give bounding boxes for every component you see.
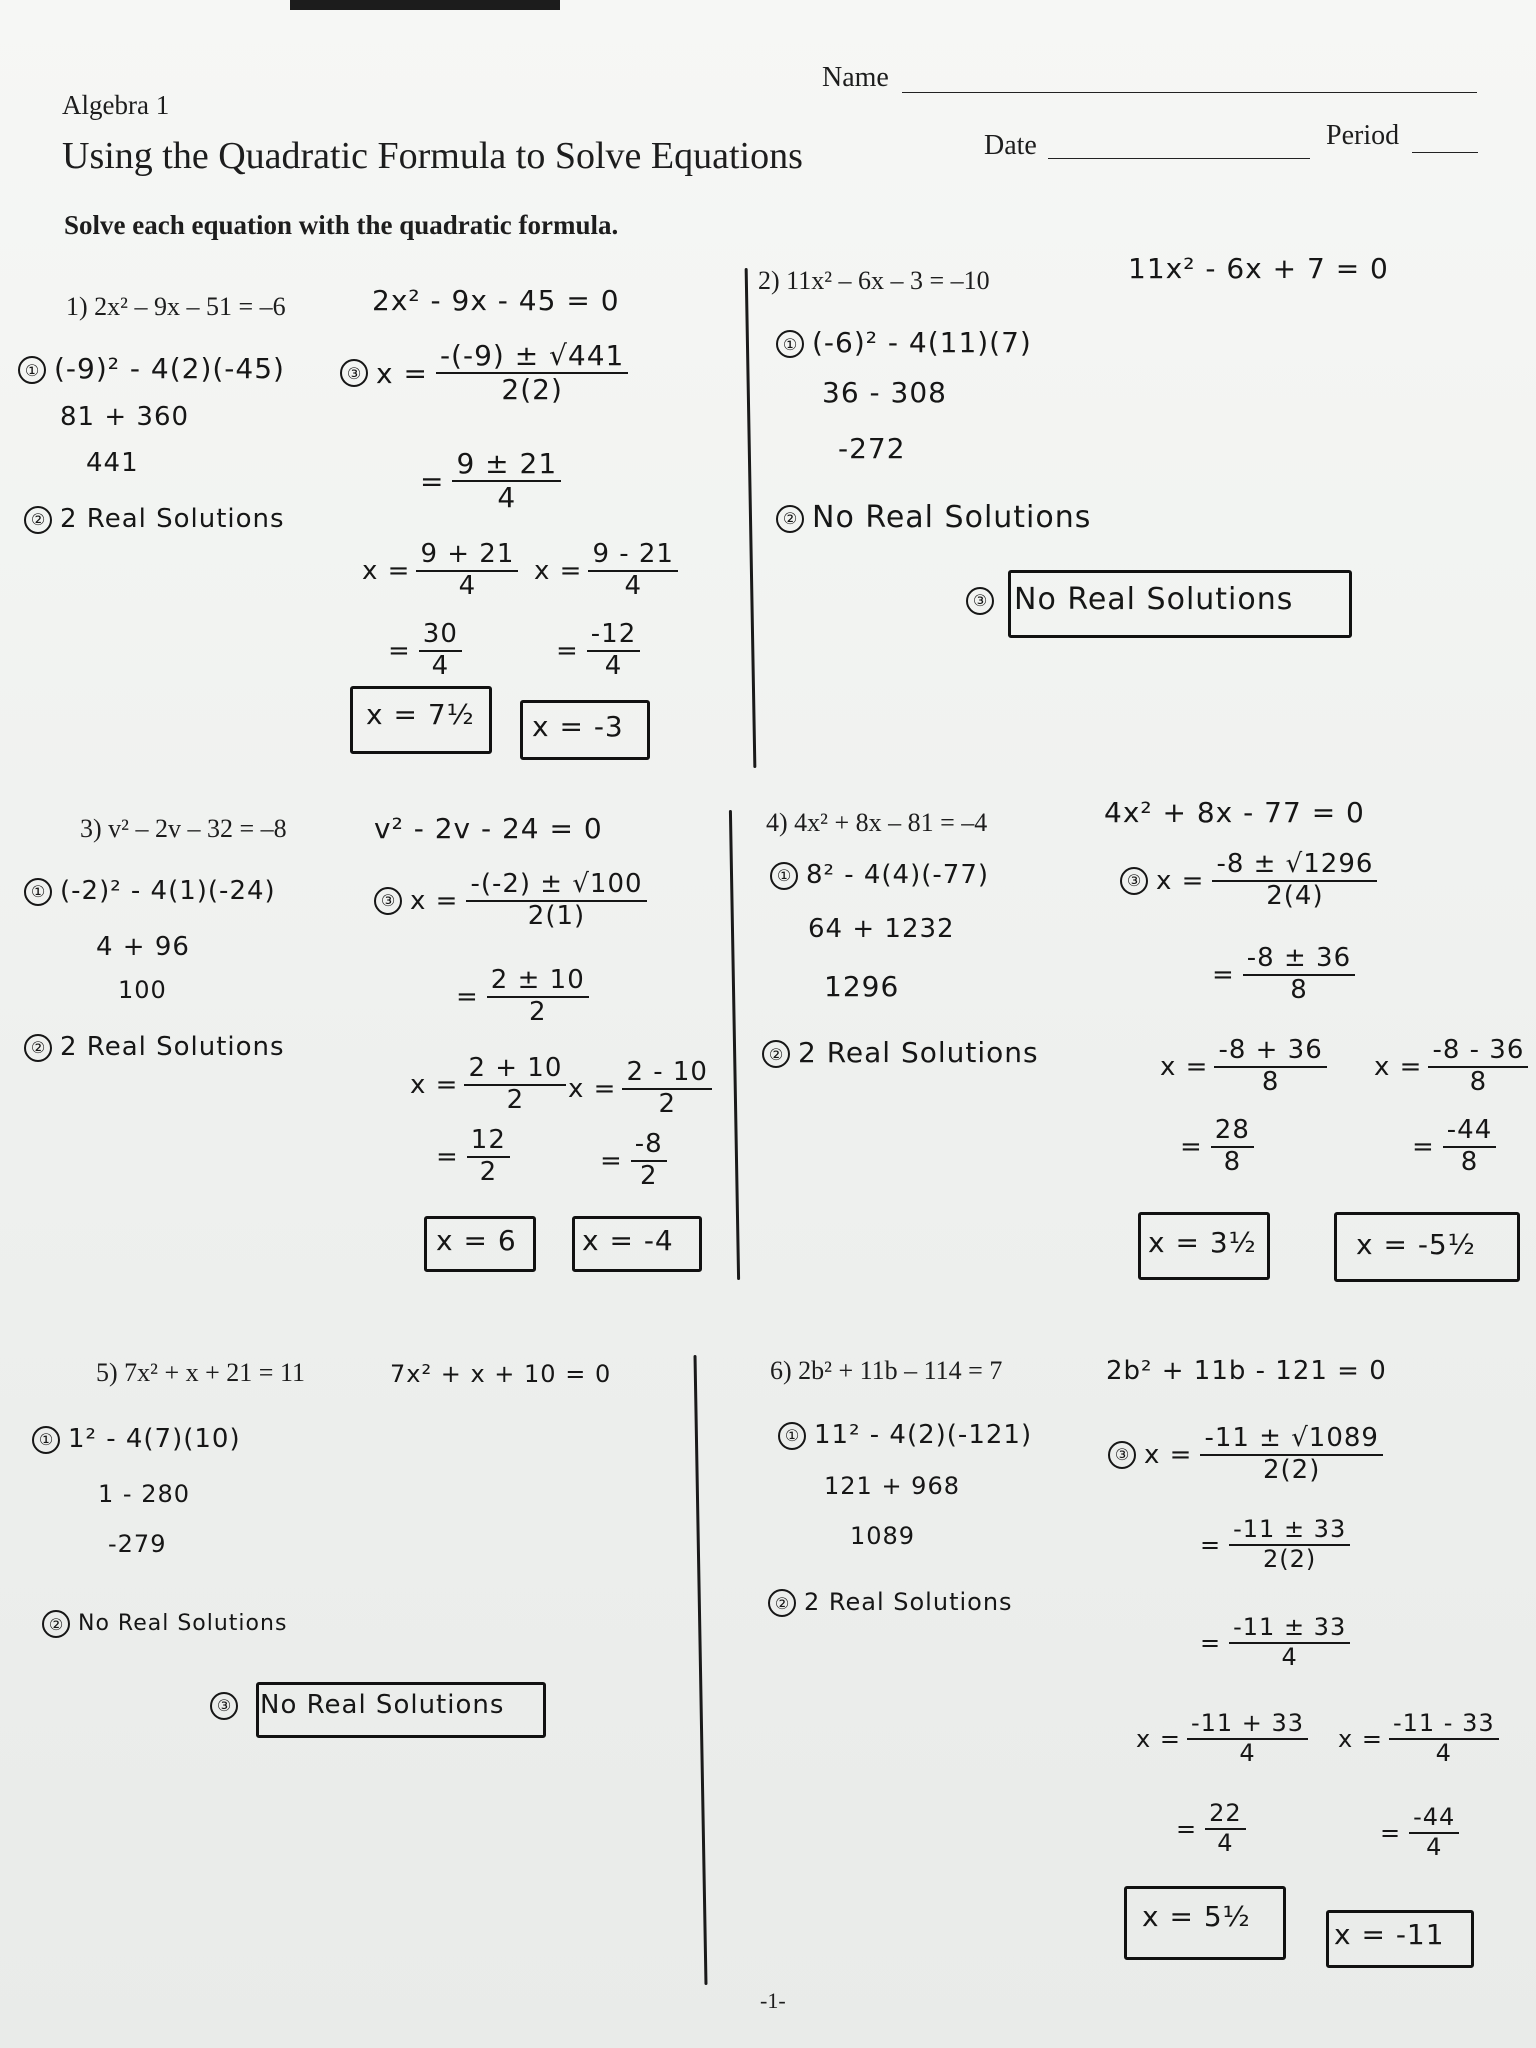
split-plus-denominator: 4 xyxy=(1239,1738,1256,1767)
step-1-marker: ① xyxy=(778,1422,806,1450)
split-minus-numerator: 2 - 10 xyxy=(622,1058,712,1090)
split-plus-lhs: x = xyxy=(410,1069,459,1100)
step-minus-fraction xyxy=(1409,1804,1459,1861)
discriminant-line-2: 81 + 360 xyxy=(60,402,190,432)
simplified-numerator: -11 ± 33 xyxy=(1229,1516,1350,1546)
step-1-marker: ① xyxy=(776,330,804,358)
step-2-marker: ② xyxy=(24,1034,52,1062)
discriminant-line-2: 36 - 308 xyxy=(822,376,947,409)
formula-numerator: -(-9) ± √441 xyxy=(436,340,628,374)
split-minus-denominator: 4 xyxy=(624,570,642,601)
split-plus-numerator: -8 + 36 xyxy=(1214,1036,1326,1068)
step-plus-fraction xyxy=(419,620,462,682)
step-minus: = $\frac{-12}{4}$ xyxy=(556,620,640,682)
step-plus-numerator: 12 xyxy=(467,1126,510,1158)
simplified-step: = $\frac{2 \pm 10}{2}$ xyxy=(456,966,589,1028)
step-minus-denominator: 4 xyxy=(604,650,623,681)
simplified-numerator: 2 ± 10 xyxy=(487,966,589,998)
split-minus-fraction xyxy=(1428,1036,1528,1098)
formula-fraction xyxy=(1200,1424,1383,1486)
step-minus-numerator: -12 xyxy=(587,620,640,652)
formula-numerator: -8 ± √1296 xyxy=(1212,850,1377,882)
split-minus-fraction xyxy=(588,540,678,602)
split-plus-fraction xyxy=(416,540,518,602)
page-number: -1- xyxy=(760,1988,786,2013)
simplified-numerator: -8 ± 36 xyxy=(1243,944,1355,976)
step-3-marker: ③ xyxy=(340,359,368,387)
discriminant-line-2: 121 + 968 xyxy=(824,1472,960,1500)
course-label: Algebra 1 xyxy=(62,90,170,120)
split-plus-fraction xyxy=(1214,1036,1326,1098)
simplified-step-2: = $\frac{-11 \pm 33}{4}$ xyxy=(1200,1614,1350,1671)
simplified-step: = $\frac{9 \pm 21}{4}$ xyxy=(420,448,561,514)
simplified-fraction xyxy=(487,966,589,1028)
solution-count xyxy=(24,504,285,534)
discriminant-step xyxy=(18,352,285,385)
formula-denominator: 2(2) xyxy=(1263,1454,1321,1485)
split-plus-lhs: x = xyxy=(362,555,411,586)
quadratic-formula-step xyxy=(374,870,647,932)
simplified-denominator: 2 xyxy=(529,996,547,1027)
solution-count xyxy=(42,1610,287,1638)
simplified-fraction xyxy=(1243,944,1355,1006)
step-plus-fraction xyxy=(1205,1800,1246,1857)
problem-statement: 6) 2b² + 11b – 114 = 7 xyxy=(770,1356,1003,1385)
problem-statement: 5) 7x² + x + 21 = 11 xyxy=(96,1358,305,1387)
step-minus-numerator: -44 xyxy=(1443,1116,1496,1148)
step-plus: = $\frac{22}{4}$ xyxy=(1176,1800,1246,1857)
formula-denominator: 2(2) xyxy=(501,373,563,407)
discriminant-step xyxy=(24,876,276,906)
step-minus-denominator: 2 xyxy=(639,1160,658,1191)
split-plus xyxy=(1136,1710,1308,1767)
simplified-step: = $\frac{-8 \pm 36}{8}$ xyxy=(1212,944,1355,1006)
formula-fraction xyxy=(1212,850,1377,912)
discriminant-step xyxy=(770,860,989,890)
split-minus xyxy=(1374,1036,1528,1098)
split-minus-fraction xyxy=(1389,1710,1499,1767)
split-plus-numerator: -11 + 33 xyxy=(1187,1710,1308,1740)
split-plus xyxy=(362,540,518,602)
rewritten-equation: 7x² + x + 10 = 0 xyxy=(390,1360,612,1388)
solution-count xyxy=(776,500,1091,535)
formula-lhs: x = xyxy=(1156,865,1205,896)
split-minus-numerator: -11 - 33 xyxy=(1389,1710,1499,1740)
step-minus-fraction xyxy=(1443,1116,1496,1178)
discriminant-step xyxy=(32,1424,241,1454)
answer-2: x = -5½ xyxy=(1356,1228,1476,1261)
final-answer-text: No Real Solutions xyxy=(260,1690,505,1720)
step-minus: = $\frac{-44}{4}$ xyxy=(1380,1804,1459,1861)
final-answer xyxy=(966,582,1293,617)
discriminant-expression: 8² - 4(4)(-77) xyxy=(806,860,989,890)
step-3-marker: ③ xyxy=(1108,1441,1136,1469)
simplified-2-denominator: 4 xyxy=(1281,1642,1298,1671)
discriminant-value: 441 xyxy=(86,448,139,478)
formula-denominator: 2(1) xyxy=(527,900,586,931)
step-1-marker: ① xyxy=(24,878,52,906)
discriminant-expression: (-2)² - 4(1)(-24) xyxy=(60,876,276,906)
split-minus xyxy=(1338,1710,1499,1767)
step-2-marker: ② xyxy=(768,1589,796,1617)
discriminant-expression: 1² - 4(7)(10) xyxy=(68,1424,241,1454)
solution-count-text: No Real Solutions xyxy=(78,1611,288,1636)
worksheet-title: Using the Quadratic Formula to Solve Equations xyxy=(62,135,803,177)
discriminant-expression: (-9)² - 4(2)(-45) xyxy=(54,352,285,385)
rewritten-equation: 4x² + 8x - 77 = 0 xyxy=(1104,796,1365,829)
split-minus-numerator: 9 - 21 xyxy=(588,540,678,572)
rewritten-equation: 11x² - 6x + 7 = 0 xyxy=(1128,252,1389,285)
step-3-marker: ③ xyxy=(374,887,402,915)
step-2-marker: ② xyxy=(762,1040,790,1068)
top-edge-shadow xyxy=(290,0,560,10)
split-plus-fraction xyxy=(464,1054,566,1116)
quadratic-formula-step xyxy=(1108,1424,1383,1486)
discriminant-step xyxy=(776,326,1032,359)
step-minus-numerator: -44 xyxy=(1409,1804,1459,1834)
split-plus-denominator: 4 xyxy=(458,570,477,601)
split-plus-numerator: 9 + 21 xyxy=(416,540,518,572)
name-line xyxy=(902,92,1477,93)
simplified-fraction xyxy=(1229,1516,1350,1573)
problem-statement: 3) v² – 2v – 32 = –8 xyxy=(80,814,287,843)
split-minus-fraction xyxy=(622,1058,712,1120)
solution-count-text: 2 Real Solutions xyxy=(798,1036,1039,1069)
split-minus-denominator: 2 xyxy=(658,1088,676,1119)
simplified-denominator: 8 xyxy=(1290,974,1308,1005)
step-plus-denominator: 2 xyxy=(479,1156,498,1187)
step-1-marker: ① xyxy=(770,862,798,890)
answer-2: x = -4 xyxy=(582,1224,674,1257)
solution-count-text: 2 Real Solutions xyxy=(60,1032,285,1062)
step-plus-denominator: 4 xyxy=(431,650,450,681)
quadratic-formula-step xyxy=(1120,850,1377,912)
discriminant-expression: 11² - 4(2)(-121) xyxy=(814,1420,1033,1450)
simplified-2-numerator: -11 ± 33 xyxy=(1229,1614,1350,1644)
split-plus-denominator: 2 xyxy=(506,1084,525,1115)
discriminant-line-2: 64 + 1232 xyxy=(808,914,955,944)
problem-statement: 4) 4x² + 8x – 81 = –4 xyxy=(766,808,988,837)
split-minus-denominator: 4 xyxy=(1435,1738,1452,1767)
split-minus-numerator: -8 - 36 xyxy=(1428,1036,1528,1068)
split-plus-numerator: 2 + 10 xyxy=(464,1054,566,1086)
solution-count-text: 2 Real Solutions xyxy=(804,1588,1013,1616)
solution-count-text: No Real Solutions xyxy=(812,500,1092,535)
answer-1: x = 7½ xyxy=(366,698,475,731)
solution-count-text: 2 Real Solutions xyxy=(60,504,285,534)
step-plus-denominator: 8 xyxy=(1223,1146,1242,1177)
step-3-marker: ③ xyxy=(1120,867,1148,895)
solution-count xyxy=(24,1032,285,1062)
date-label: Date xyxy=(984,130,1037,161)
step-2-marker: ② xyxy=(24,506,52,534)
answer-1: x = 5½ xyxy=(1142,1900,1251,1933)
discriminant-step xyxy=(778,1420,1032,1450)
discriminant-value: -279 xyxy=(108,1530,167,1558)
rewritten-equation: 2b² + 11b - 121 = 0 xyxy=(1106,1356,1387,1386)
formula-numerator: -11 ± √1089 xyxy=(1200,1424,1383,1456)
simplified-numerator: 9 ± 21 xyxy=(452,448,561,482)
step-minus-denominator: 8 xyxy=(1460,1146,1479,1177)
split-minus-lhs: x = xyxy=(1374,1051,1423,1082)
period-label: Period xyxy=(1326,120,1400,151)
step-2-marker: ② xyxy=(776,505,804,533)
formula-fraction xyxy=(436,340,628,406)
name-label: Name xyxy=(822,62,889,93)
divider-row1 xyxy=(745,268,757,768)
simplified-step: = $\frac{-11 \pm 33}{2(2)}$ xyxy=(1200,1516,1350,1573)
step-1-marker: ① xyxy=(32,1426,60,1454)
step-minus-fraction xyxy=(631,1130,667,1192)
simplified-fraction xyxy=(452,448,561,514)
discriminant-value: -272 xyxy=(838,432,906,465)
discriminant-line-2: 4 + 96 xyxy=(96,932,190,962)
quadratic-formula-step xyxy=(340,340,628,406)
step-minus: = $\frac{-44}{8}$ xyxy=(1412,1116,1496,1178)
instructions: Solve each equation with the quadratic formula. xyxy=(64,210,619,240)
step-plus-denominator: 4 xyxy=(1217,1828,1234,1857)
formula-lhs: x = xyxy=(1144,1439,1193,1470)
formula-lhs: x = xyxy=(410,885,459,916)
split-plus xyxy=(1160,1036,1327,1098)
step-minus-denominator: 4 xyxy=(1426,1832,1443,1861)
simplified-denominator: 2(2) xyxy=(1263,1544,1317,1573)
divider-row3 xyxy=(694,1355,708,1985)
split-minus xyxy=(534,540,678,602)
answer-2: x = -3 xyxy=(532,710,624,743)
rewritten-equation: 2x² - 9x - 45 = 0 xyxy=(372,284,620,317)
discriminant-value: 100 xyxy=(118,976,167,1004)
discriminant-expression: (-6)² - 4(11)(7) xyxy=(812,326,1032,359)
date-line xyxy=(1048,158,1310,159)
final-answer xyxy=(210,1690,504,1720)
solution-count xyxy=(762,1036,1039,1069)
period-line xyxy=(1412,152,1478,153)
final-answer-text: No Real Solutions xyxy=(1014,582,1294,617)
simplified-denominator: 4 xyxy=(497,481,517,515)
step-plus-numerator: 22 xyxy=(1205,1800,1246,1830)
split-minus-denominator: 8 xyxy=(1469,1066,1488,1097)
step-3-marker: ③ xyxy=(966,587,994,615)
step-plus: = $\frac{12}{2}$ xyxy=(436,1126,510,1188)
split-plus-lhs: x = xyxy=(1160,1051,1209,1082)
formula-numerator: -(-2) ± √100 xyxy=(466,870,646,902)
answer-1: x = 6 xyxy=(436,1224,517,1257)
split-minus-lhs: x = xyxy=(568,1073,617,1104)
answer-2: x = -11 xyxy=(1334,1918,1445,1951)
split-minus xyxy=(568,1058,712,1120)
divider-row2 xyxy=(729,810,740,1280)
step-plus-fraction xyxy=(1211,1116,1254,1178)
split-plus-fraction xyxy=(1187,1710,1308,1767)
problem-statement: 1) 2x² – 9x – 51 = –6 xyxy=(66,292,286,321)
simplified-2-fraction xyxy=(1229,1614,1350,1671)
step-plus: = $\frac{30}{4}$ xyxy=(388,620,462,682)
split-plus-denominator: 8 xyxy=(1261,1066,1280,1097)
step-plus-fraction xyxy=(467,1126,510,1188)
formula-denominator: 2(4) xyxy=(1266,880,1324,911)
discriminant-value: 1089 xyxy=(850,1522,916,1550)
split-plus-lhs: x = xyxy=(1136,1724,1181,1753)
solution-count xyxy=(768,1588,1013,1617)
rewritten-equation: v² - 2v - 24 = 0 xyxy=(374,812,603,845)
answer-1: x = 3½ xyxy=(1148,1226,1257,1259)
split-minus-lhs: x = xyxy=(534,555,583,586)
split-plus xyxy=(410,1054,566,1116)
step-minus-numerator: -8 xyxy=(631,1130,667,1162)
step-1-marker: ① xyxy=(18,356,46,384)
formula-fraction xyxy=(466,870,646,932)
step-plus: = $\frac{28}{8}$ xyxy=(1180,1116,1254,1178)
step-minus: = $\frac{-8}{2}$ xyxy=(600,1130,667,1192)
step-2-marker: ② xyxy=(42,1610,70,1638)
split-minus-lhs: x = xyxy=(1338,1724,1383,1753)
discriminant-value: 1296 xyxy=(824,970,900,1003)
step-minus-fraction xyxy=(587,620,640,682)
formula-lhs: x = xyxy=(376,356,428,390)
problem-statement: 2) 11x² – 6x – 3 = –10 xyxy=(758,266,990,295)
discriminant-line-2: 1 - 280 xyxy=(98,1480,190,1508)
step-3-marker: ③ xyxy=(210,1692,238,1720)
step-plus-numerator: 28 xyxy=(1211,1116,1254,1148)
step-plus-numerator: 30 xyxy=(419,620,462,652)
